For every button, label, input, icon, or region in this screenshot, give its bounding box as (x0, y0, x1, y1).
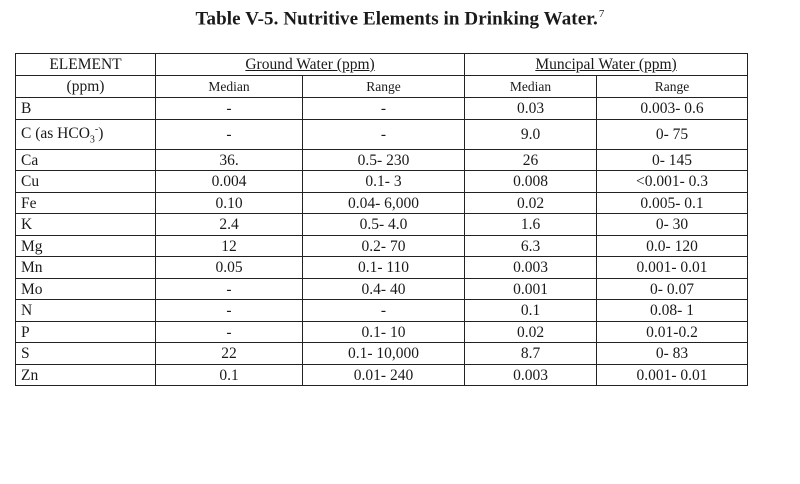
table-row (16, 171, 748, 193)
header-gw-median: Median (156, 76, 303, 98)
ground-water-median-cell: - (156, 321, 303, 343)
ground-water-median-cell: - (156, 278, 303, 300)
municipal-water-range-cell: 0.001- 0.01 (597, 364, 748, 386)
header-row-1 (16, 54, 748, 76)
municipal-water-range-cell: <0.001- 0.3 (597, 171, 748, 193)
element-name: C (as HCO (21, 124, 90, 142)
municipal-water-median-cell: 0.001 (465, 278, 597, 300)
ground-water-median-cell: - (156, 119, 303, 149)
element-cell: Zn (16, 364, 156, 386)
table-row (16, 149, 748, 171)
ground-water-range-cell: - (303, 119, 465, 149)
ground-water-range-cell: 0.04- 6,000 (303, 192, 465, 214)
element-cell: Cu (16, 171, 156, 193)
table-title-text: Table V-5. Nutritive Elements in Drinking Water. (195, 8, 598, 30)
ground-water-range-cell: 0.5- 4.0 (303, 214, 465, 236)
element-cell: Ca (16, 149, 156, 171)
element-close-paren: ) (98, 124, 104, 142)
element-cell: Fe (16, 192, 156, 214)
municipal-water-range-cell: 0- 75 (597, 119, 748, 149)
element-cell: S (16, 343, 156, 365)
ground-water-range-cell: - (303, 98, 465, 120)
municipal-water-median-cell: 0.03 (465, 98, 597, 120)
municipal-water-median-cell: 1.6 (465, 214, 597, 236)
ground-water-median-cell: 22 (156, 343, 303, 365)
table-row (16, 235, 748, 257)
element-cell: Mg (16, 235, 156, 257)
ground-water-range-cell: 0.01- 240 (303, 364, 465, 386)
table-row (16, 192, 748, 214)
ground-water-median-cell: 0.004 (156, 171, 303, 193)
element-subscript: 3 (89, 133, 95, 145)
municipal-water-median-cell: 9.0 (465, 119, 597, 149)
ground-water-median-cell: 36. (156, 149, 303, 171)
ground-water-range-cell: 0.4- 40 (303, 278, 465, 300)
municipal-water-range-cell: 0.003- 0.6 (597, 98, 748, 120)
municipal-water-range-cell: 0- 30 (597, 214, 748, 236)
table-row (16, 343, 748, 365)
element-superscript: - (94, 123, 99, 135)
element-cell: N (16, 300, 156, 322)
header-gw-range: Range (303, 76, 465, 98)
table-row (16, 214, 748, 236)
municipal-water-median-cell: 8.7 (465, 343, 597, 365)
element-cell: Mn (16, 257, 156, 279)
element-cell: Mo (16, 278, 156, 300)
table-title (0, 8, 800, 30)
ground-water-median-cell: 2.4 (156, 214, 303, 236)
municipal-water-range-cell: 0.01-0.2 (597, 321, 748, 343)
header-municipal-water-label: Muncipal Water (ppm) (535, 56, 677, 73)
element-cell: K (16, 214, 156, 236)
municipal-water-range-cell: 0- 83 (597, 343, 748, 365)
header-municipal-water (465, 54, 748, 76)
municipal-water-median-cell: 0.003 (465, 257, 597, 279)
municipal-water-range-cell: 0.005- 0.1 (597, 192, 748, 214)
ground-water-range-cell: - (303, 300, 465, 322)
municipal-water-range-cell: 0- 0.07 (597, 278, 748, 300)
municipal-water-median-cell: 0.02 (465, 321, 597, 343)
ground-water-median-cell: 0.10 (156, 192, 303, 214)
table-row (16, 119, 748, 149)
element-cell: B (16, 98, 156, 120)
header-ground-water-label: Ground Water (ppm) (245, 56, 375, 73)
table-row (16, 278, 748, 300)
municipal-water-median-cell: 0.02 (465, 192, 597, 214)
header-ground-water (156, 54, 465, 76)
municipal-water-median-cell: 0.008 (465, 171, 597, 193)
ground-water-median-cell: 12 (156, 235, 303, 257)
header-row-2 (16, 76, 748, 98)
table-row (16, 98, 748, 120)
header-element: ELEMENT (16, 54, 156, 76)
header-mw-median: Median (465, 76, 597, 98)
ground-water-range-cell: 0.1- 3 (303, 171, 465, 193)
element-cell (16, 119, 156, 149)
table-row (16, 300, 748, 322)
municipal-water-median-cell: 26 (465, 149, 597, 171)
title-footnote: 7 (598, 8, 605, 20)
municipal-water-median-cell: 6.3 (465, 235, 597, 257)
ground-water-median-cell: - (156, 98, 303, 120)
header-element-unit: (ppm) (16, 76, 156, 98)
ground-water-range-cell: 0.1- 10 (303, 321, 465, 343)
header-mw-range: Range (597, 76, 748, 98)
municipal-water-range-cell: 0.08- 1 (597, 300, 748, 322)
ground-water-range-cell: 0.1- 10,000 (303, 343, 465, 365)
ground-water-median-cell: 0.1 (156, 364, 303, 386)
municipal-water-median-cell: 0.1 (465, 300, 597, 322)
element-cell: P (16, 321, 156, 343)
municipal-water-range-cell: 0- 145 (597, 149, 748, 171)
table-row (16, 321, 748, 343)
ground-water-range-cell: 0.2- 70 (303, 235, 465, 257)
municipal-water-range-cell: 0.001- 0.01 (597, 257, 748, 279)
ground-water-range-cell: 0.5- 230 (303, 149, 465, 171)
municipal-water-median-cell: 0.003 (465, 364, 597, 386)
municipal-water-range-cell: 0.0- 120 (597, 235, 748, 257)
table-row (16, 364, 748, 386)
ground-water-median-cell: - (156, 300, 303, 322)
ground-water-median-cell: 0.05 (156, 257, 303, 279)
ground-water-range-cell: 0.1- 110 (303, 257, 465, 279)
nutritive-elements-table (15, 53, 748, 386)
table-row (16, 257, 748, 279)
